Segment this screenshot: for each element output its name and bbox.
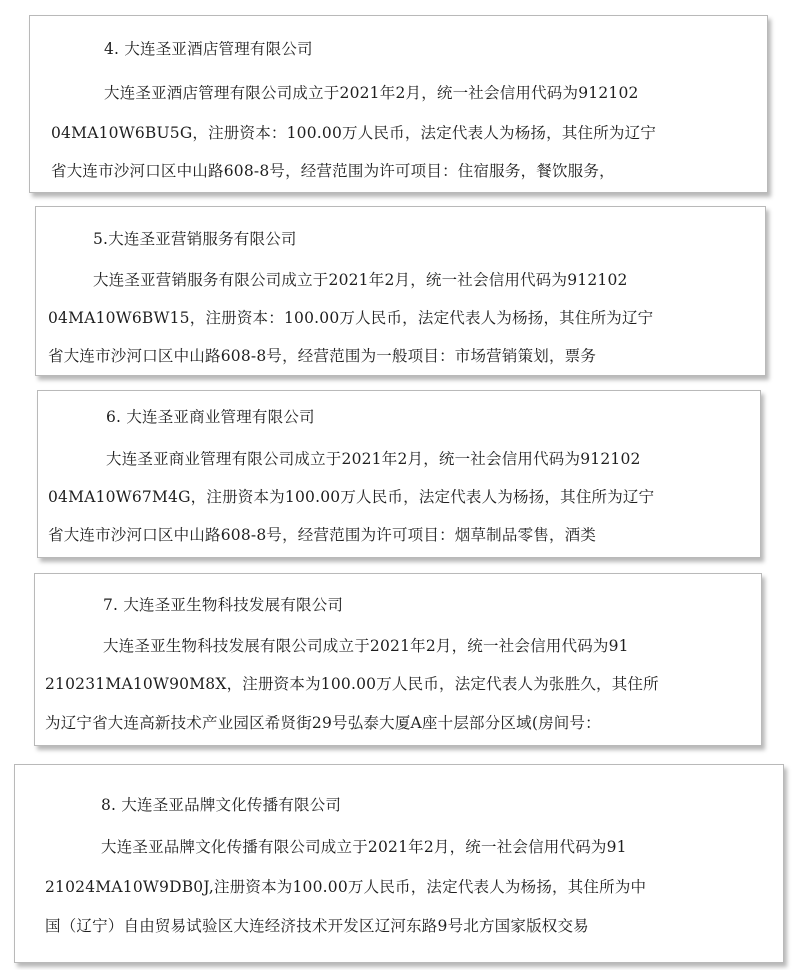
paragraph-line: 21024MA10W9DB0J,注册资本为100.00万人民币，法定代表人为杨扬，其住所为中 [45, 878, 647, 896]
paragraph-line: 省大连市沙河口区中山路608-8号，经营范围为一般项目：市场营销策划，票务 [48, 347, 597, 365]
company-heading: 4. 大连圣亚酒店管理有限公司 [104, 40, 313, 58]
company-card-6 [37, 390, 761, 558]
paragraph-line: 大连圣亚酒店管理有限公司成立于2021年2月，统一社会信用代码为912102 [104, 84, 639, 102]
paragraph-line: 为辽宁省大连高新技术产业园区希贤街29号弘泰大厦A座十层部分区域(房间号： [45, 714, 601, 732]
company-heading: 8. 大连圣亚品牌文化传播有限公司 [101, 796, 342, 814]
company-card-7 [34, 573, 762, 746]
company-card-4 [29, 15, 768, 193]
company-card-5 [35, 206, 766, 376]
paragraph-line: 大连圣亚商业管理有限公司成立于2021年2月，统一社会信用代码为912102 [106, 450, 641, 468]
paragraph-line: 大连圣亚生物科技发展有限公司成立于2021年2月，统一社会信用代码为91 [103, 637, 629, 655]
company-heading: 7. 大连圣亚生物科技发展有限公司 [103, 596, 344, 614]
paragraph-line: 大连圣亚品牌文化传播有限公司成立于2021年2月，统一社会信用代码为91 [101, 838, 627, 856]
paragraph-line: 省大连市沙河口区中山路608-8号，经营范围为许可项目：烟草制品零售，酒类 [48, 526, 597, 544]
company-card-8 [14, 764, 784, 963]
paragraph-line: 国（辽宁）自由贸易试验区大连经济技术开发区辽河东路9号北方国家版权交易 [45, 917, 589, 935]
paragraph-line: 大连圣亚营销服务有限公司成立于2021年2月，统一社会信用代码为912102 [93, 271, 628, 289]
paragraph-line: 04MA10W67M4G，注册资本为100.00万人民币，法定代表人为杨扬，其住所为辽宁 [48, 488, 655, 506]
company-heading: 5.大连圣亚营销服务有限公司 [93, 230, 297, 248]
paragraph-line: 04MA10W6BU5G，注册资本：100.00万人民币，法定代表人为杨扬，其住所为辽宁 [51, 124, 657, 142]
paragraph-line: 210231MA10W90M8X，注册资本为100.00万人民币，法定代表人为张胜久，其住所 [45, 675, 659, 693]
paragraph-line: 省大连市沙河口区中山路608-8号，经营范围为许可项目：住宿服务，餐饮服务， [51, 162, 615, 180]
paragraph-line: 04MA10W6BW15，注册资本：100.00万人民币，法定代表人为杨扬，其住所为辽宁 [48, 309, 654, 327]
company-heading: 6. 大连圣亚商业管理有限公司 [106, 408, 315, 426]
